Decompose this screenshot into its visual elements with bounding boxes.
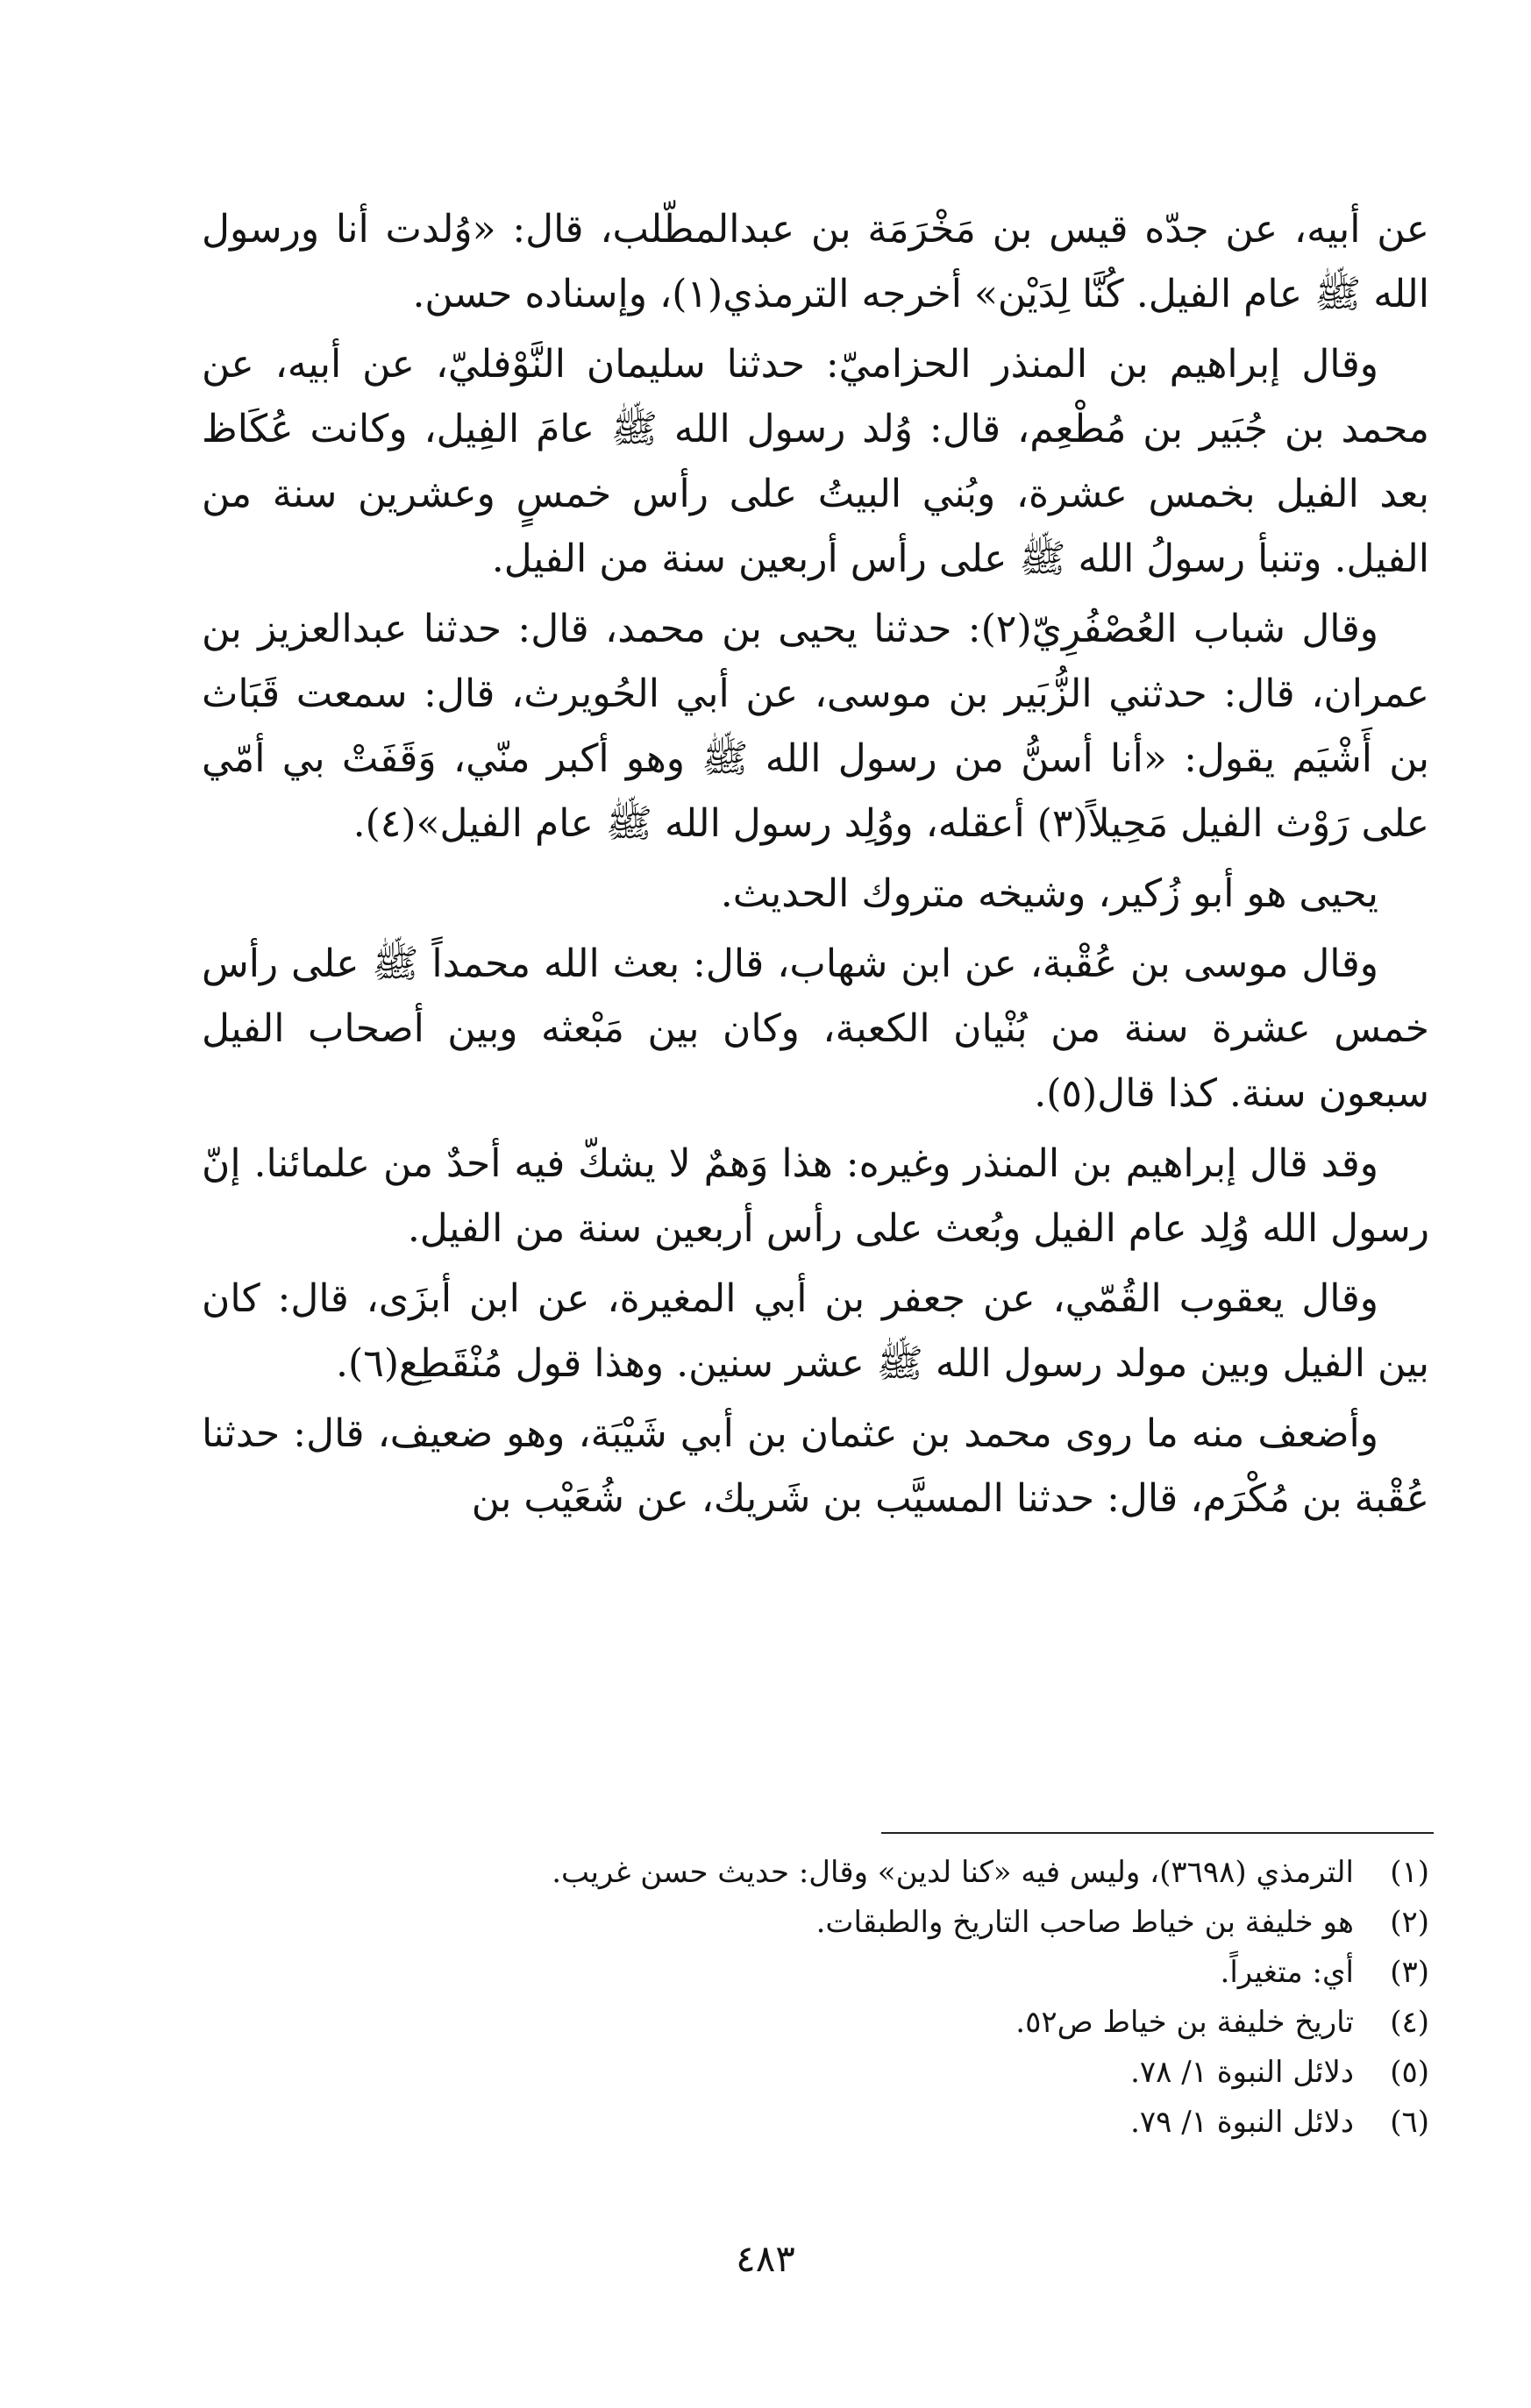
footnote-3 [202, 1948, 1429, 1998]
footnote-text: تاريخ خليفة بن خياط ص٥٢. [1015, 2005, 1354, 2040]
footnote-text: أي: متغيراً. [1220, 1955, 1354, 1990]
footnote-2 [202, 1898, 1429, 1948]
footnote-number: (٦) [1390, 2105, 1429, 2140]
paragraph-3: وقال شباب العُصْفُرِيّ(٢): حدثنا يحيى بن محمد، قال: حدثنا عبدالعزيز بن عمران، قال: حدثني الزُّبَير بن موسى، عن أبي الحُويرث، قال: سمعت قَبَاث بن أَشْيَم يقول: «أنا أسنُّ من رسول الله ﷺ وهو أكبر منّي، وَقَفَتْ بي أمّي على رَوْث الفيل مَحِيلاً(٣) أعقله، ووُلِد رسول الله ﷺ عام الفيل»(٤). [202, 607, 1430, 846]
footnote-number: (١) [1390, 1855, 1429, 1890]
footnotes [202, 1848, 1429, 2148]
paragraph-5: وقال موسى بن عُقْبة، عن ابن شهاب، قال: بعث الله محمداً ﷺ على رأس خمس عشرة سنة من بُنْيان الكعبة، وكان بين مَبْعثه وبين أصحاب الفيل سبعون سنة. كذا قال(٥). [202, 941, 1429, 1116]
footnote-number: (٥) [1390, 2055, 1429, 2090]
footnote-number: (٣) [1390, 1955, 1429, 1990]
footnote-1 [202, 1848, 1429, 1898]
footnote-text: دلائل النبوة ١/ ٧٨. [1130, 2055, 1354, 2090]
footnote-separator [881, 1832, 1434, 1834]
main-text [202, 197, 1429, 1537]
paragraph-8: وأضعف منه ما روى محمد بن عثمان بن أبي شَيْبَة، وهو ضعيف، قال: حدثنا عُقْبة بن مُكْرَم، قال: حدثنا المسيَّب بن شَريك، عن شُعَيْب بن [202, 1411, 1429, 1521]
paragraph-7: وقال يعقوب القُمّي، عن جعفر بن أبي المغيرة، عن ابن أبزَى، قال: كان بين الفيل وبين مولد رسول الله ﷺ عشر سنين. وهذا قول مُنْقَطِع(٦). [202, 1276, 1429, 1386]
paragraph-6: وقد قال إبراهيم بن المنذر وغيره: هذا وَهمٌ لا يشكّ فيه أحدٌ من علمائنا. إنّ رسول الله وُلِد عام الفيل وبُعث على رأس أربعين سنة من الفيل. [202, 1141, 1429, 1251]
footnote-text: دلائل النبوة ١/ ٧٩. [1130, 2105, 1354, 2140]
footnote-text: الترمذي (٣٦٩٨)، وليس فيه «كنا لدين» وقال: حديث حسن غريب. [552, 1855, 1354, 1890]
footnote-6 [202, 2098, 1429, 2148]
footnote-text: هو خليفة بن خياط صاحب التاريخ والطبقات. [815, 1905, 1354, 1940]
footnote-number: (٢) [1390, 1905, 1429, 1940]
page-number: ٤٨٣ [736, 2237, 795, 2280]
paragraph-4: يحيى هو أبو زُكير، وشيخه متروك الحديث. [720, 871, 1378, 916]
paragraph-1: عن أبيه، عن جدّه قيس بن مَخْرَمَة بن عبدالمطّلب، قال: «وُلدت أنا ورسول الله ﷺ عام الفيل. كُنَّا لِدَيْن» أخرجه الترمذي(١)، وإسناده حسن. [202, 207, 1429, 316]
footnote-4 [202, 1998, 1429, 2048]
footnote-number: (٤) [1390, 2005, 1429, 2040]
paragraph-2: وقال إبراهيم بن المنذر الحزاميّ: حدثنا سليمان النَّوْفليّ، عن أبيه، عن محمد بن جُبَير بن مُطْعِم، قال: وُلد رسول الله ﷺ عامَ الفِيل، وكانت عُكَاظ بعد الفيل بخمس عشرة، وبُني البيتُ على رأس خمسٍ وعشرين سنة من الفيل. وتنبأ رسولُ الله ﷺ على رأس أربعين سنة من الفيل. [202, 342, 1429, 581]
footnote-5 [202, 2048, 1429, 2098]
